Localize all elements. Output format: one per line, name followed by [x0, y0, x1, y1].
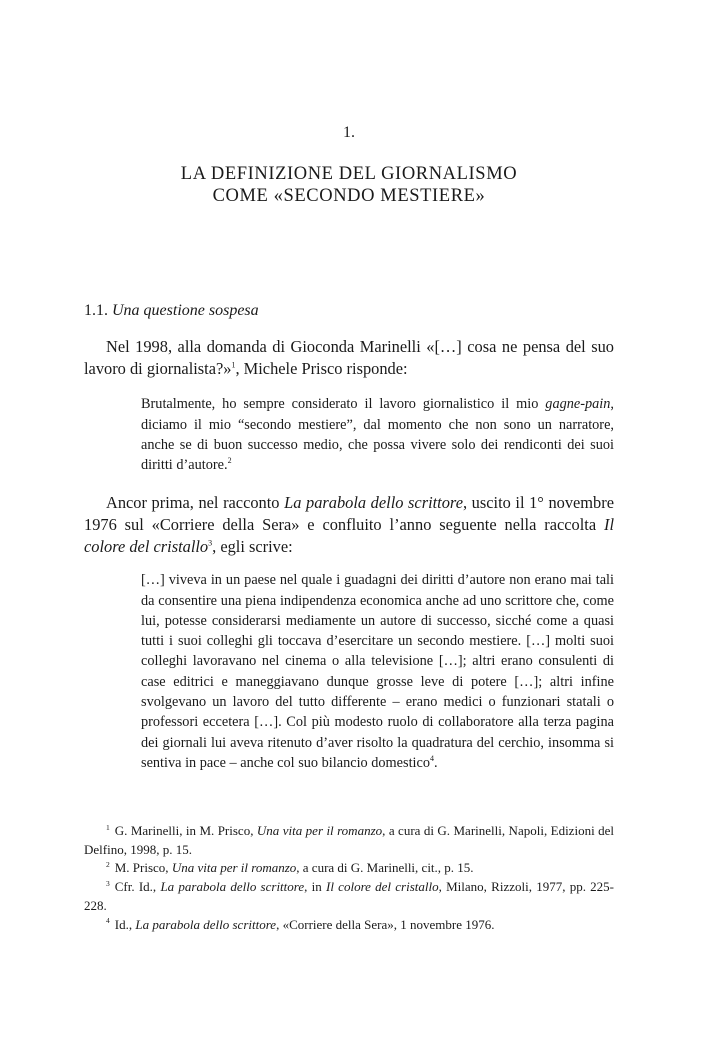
- quote-text: .: [434, 754, 438, 771]
- quote-text: […] viveva in un paese nel quale i guadagni dei diritti d’autore non erano mai tali da consentire una piena indipendenza economica anche ad uno scrittore che, come lui, potesse considerarsi mediamente un autore di successo, sicché come a quasi tutti i suoi colleghi gli toccava d’esercitare un secondo mestiere. […] molti suoi colleghi lavoravano nel cinema o alla televisione […]; altri erano consulenti di case editrici e maneggiavano dunque grosse leve di potere […]; altri infine svolgevano un lavoro del tutto differente – erano medici o funzionari statali o professori eccetera […]. Col più modesto ruolo di collaboratore alla terza pagina dei giornali lui aveva ritenuto d’aver risolto la quadratura del cerchio, insomma si sentiva in pace – anche col suo bilancio domestico: [141, 572, 614, 771]
- footnote-4: [84, 916, 614, 935]
- footnote-text: Cfr. Id.,: [114, 879, 161, 895]
- footnote-ref[interactable]: 2: [227, 456, 232, 466]
- footnote-text: , a cura di G. Marinelli, cit., p. 15.: [296, 860, 474, 876]
- paragraph-text: , Michele Prisco risponde:: [235, 359, 408, 379]
- chapter-title-line2: COME «SECONDO MESTIERE»: [212, 186, 486, 206]
- footnote-text: G. Marinelli, in M. Prisco,: [114, 823, 257, 838]
- footnote-number: 3: [106, 878, 110, 888]
- footnote-1: [84, 822, 614, 859]
- footnote-number: 2: [106, 860, 110, 870]
- footnote-italic: La parabola dello scrittore: [135, 916, 277, 932]
- quote-text: Brutalmente, ho sempre considerato il lavoro giornalistico il mio: [141, 396, 546, 413]
- section-title: Una questione sospesa: [112, 302, 259, 319]
- footnote-italic: Una vita per il romanzo: [171, 860, 297, 876]
- paragraph-text: , egli scrive:: [212, 537, 293, 557]
- block-quote-2: [141, 570, 614, 773]
- footnote-italic: Una vita per il romanzo: [256, 823, 383, 838]
- paragraph-2: [84, 492, 614, 558]
- footnote-2: [84, 859, 614, 878]
- paragraph-italic: La parabola dello scrittore: [284, 493, 463, 513]
- footnotes: [84, 822, 614, 934]
- paragraph-text: , uscito il 1° novembre 1976 sul «Corriere della Sera» e confluito l’anno seguente nella raccolta: [84, 493, 614, 535]
- footnote-number: 4: [106, 916, 110, 926]
- paragraph-1: [84, 336, 614, 380]
- footnote-text: , Milano, Rizzoli, 1977, pp. 225-228.: [84, 879, 615, 913]
- footnote-ref[interactable]: 3: [208, 538, 213, 548]
- footnote-3: [84, 878, 614, 915]
- quote-italic: gagne-pain: [545, 396, 611, 413]
- quote-text: , diciamo il mio “secondo mestiere”, dal momento che non sono un narratore, anche se di buon successo medio, che possa vivere solo dei rendiconti dei suoi diritti d’autore.: [141, 396, 614, 474]
- footnote-italic: La parabola dello scrittore: [160, 879, 305, 895]
- footnote-number: 1: [106, 822, 110, 832]
- footnote-ref[interactable]: 1: [231, 360, 236, 370]
- footnote-text: Id.,: [114, 916, 136, 932]
- paragraph-italic: Il colore del cristallo: [84, 515, 614, 557]
- footnote-text: , a cura di G. Marinelli, Napoli, Edizioni del Delfino, 1998, p. 15.: [84, 823, 615, 857]
- footnote-text: , «Corriere della Sera», 1 novembre 1976.: [276, 916, 495, 932]
- footnote-italic: Il colore del cristallo: [326, 879, 439, 895]
- footnote-ref[interactable]: 4: [430, 754, 435, 764]
- paragraph-text: Nel 1998, alla domanda di Gioconda Marinelli «[…] cosa ne pensa del suo lavoro di giornalista?»: [84, 337, 614, 379]
- footnote-text: , in: [304, 879, 326, 895]
- chapter-title-line1: LA DEFINIZIONE DEL GIORNALISMO: [180, 164, 518, 184]
- section-heading: [84, 302, 259, 320]
- block-quote-1: [141, 394, 614, 475]
- chapter-number: 1.: [343, 124, 355, 141]
- section-number: 1.1.: [84, 302, 108, 319]
- footnote-text: M. Prisco,: [114, 860, 172, 876]
- paragraph-text: Ancor prima, nel racconto: [106, 493, 285, 513]
- chapter-title: [84, 163, 614, 207]
